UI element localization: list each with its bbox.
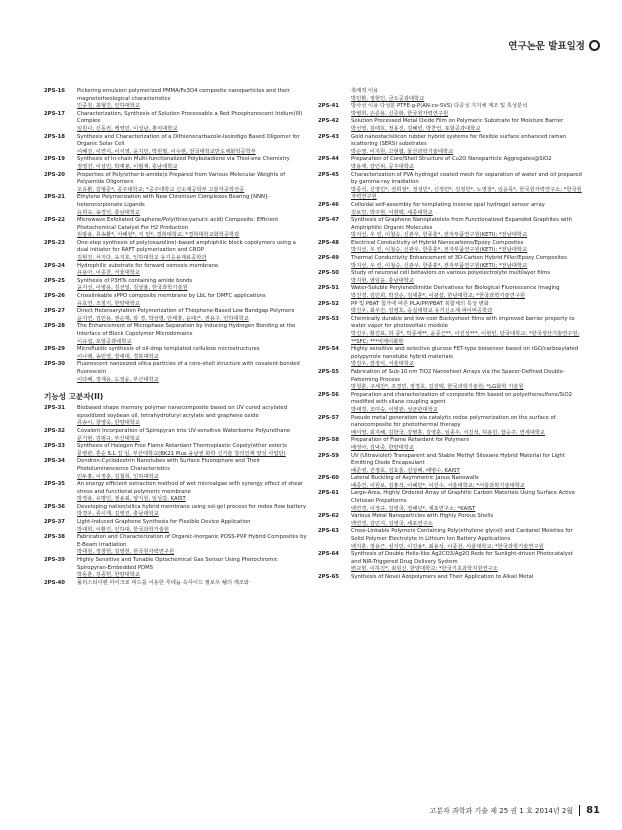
entry-body	[77, 263, 309, 278]
entry-body	[77, 111, 309, 134]
entry-authors: 유효연, 조창기, 한양대학교	[77, 300, 141, 307]
entry-code: 2PS-60	[318, 475, 339, 482]
program-entry	[318, 118, 583, 133]
entry-code: 2PS-33	[44, 443, 65, 450]
entry-title: Pseudo metal generation via catalytic redox polymerization on the surface of nanocomposite for photothermal therapy	[351, 414, 556, 429]
program-entry	[44, 308, 309, 323]
entry-authors: 민두홍, 이정훈, 김철희, 인하대학교	[77, 473, 159, 480]
entry-title: Study of neuronal cell behaviors on various polyelectrolyte multilayer films	[351, 270, 550, 277]
entry-title: Developing nation/silica hybrid membrane using sol-gel process for redox flow battery	[77, 503, 307, 510]
entry-body	[77, 217, 309, 240]
program-entry	[318, 392, 583, 415]
entry-body	[77, 481, 309, 504]
program-entry	[44, 428, 309, 443]
right-column	[318, 88, 583, 582]
entry-title: 방사선 이용 다성분 PTFE-g-P(AN-co-SVS) 다공성 지지체 제조 및 특성분석	[351, 103, 528, 110]
entry-title: Chemically durable and low-cost Buckysheet films with improved barrier property to water vapor for photovoltaic module	[351, 315, 575, 330]
entry-code: 2PS-44	[318, 156, 339, 163]
entry-code: 2PS-16	[44, 88, 65, 94]
program-entry	[318, 346, 583, 369]
entry-title: Characterization, Synthesis of Solution Processable a Red Phosphorescent Iridium(III) Complex	[77, 110, 303, 125]
program-entry	[318, 285, 583, 300]
entry-body	[351, 301, 583, 316]
entry-body	[77, 557, 309, 580]
section-title: 기능성 고분자(II)	[44, 392, 104, 402]
entry-authors: 박진경, 김민희, 박진순, 김세훈*, 이광섭, 한남대학교; *한국과학기술연구원	[351, 293, 525, 300]
entry-title: Electrical Conductivity of Hybrid Nanocarbons/Epoxy Composites	[351, 239, 524, 246]
entry-code: 2PS-28	[44, 323, 65, 330]
entry-authors: 박지선, 우 린, 이철승, 신관우, 한종훈*, 전자부품연구원(KETI); *전남대학교	[351, 232, 528, 239]
entry-code: 2PS-27	[44, 308, 65, 315]
entry-code: 2PS-23	[44, 239, 65, 246]
entry-title: Thermal Conductivity Enhancement of 3D-Carbon Hybrid Filler/Epoxy Composites	[351, 255, 568, 262]
entry-authors: 박지선, 우 린, 이철승, 신관우, 한종훈*, 전자부품연구원(KETI); *전남대학교	[351, 247, 528, 254]
left-column	[44, 88, 309, 587]
program-entry	[44, 263, 309, 278]
entry-authors: 문기현, 김범규, 부산대학교	[77, 435, 141, 442]
entry-body	[351, 156, 583, 171]
entry-authors: 박병희, 손준용, 신준화, 한국원자력연구원	[351, 110, 449, 117]
program-entry	[318, 415, 583, 438]
entry-authors: 박진우, 황진표, 허 중*, 박종세**, 윤종근**, 이진성***, 이현빈, 단국대학교; *한국생산기술연구원; **SFC; ***비케이화학	[351, 331, 580, 345]
entry-authors: 박지현, 염임윤, 충남대학교	[351, 277, 415, 284]
entry-authors: 백연경, 김민지, 김영국, 세포연구소	[351, 520, 433, 527]
entry-code: 2PS-42	[318, 118, 339, 125]
entry-title: Synthesis of Halogen Free Flame Retardant Thermoplastic Copoly(ether ester)s	[77, 443, 287, 450]
program-entry	[318, 437, 583, 452]
entry-body	[351, 574, 583, 582]
entry-authors: 원광용, 류송환*, 서혜원*, 지 민*, 경희대학교; *경희대학교화학공학과	[77, 232, 240, 239]
entry-body	[351, 316, 583, 346]
entry-code: 2PS-65	[318, 574, 339, 580]
entry-authors: 임원나, 신동권, 백영민, 이성남, 홍익대학교	[77, 125, 178, 132]
program-entry	[44, 361, 309, 384]
entry-title: Hydrophilic substrate for forward osmosis membrane	[77, 262, 219, 269]
entry-body	[77, 428, 309, 443]
entry-authors: 류송이, 창영욱, 한양대학교	[77, 420, 141, 427]
entry-title: An energy efficient extraction method of wet microalgae with synergy effect of shear stress and functional polymeric membrane	[77, 481, 304, 495]
entry-code: 2PS-58	[318, 437, 339, 444]
entry-body	[351, 118, 583, 133]
program-entry	[318, 528, 583, 551]
entry-authors: 박태경, 조미숙, 이영관, 성균관대학교	[351, 406, 438, 413]
entry-body	[77, 405, 309, 428]
entry-code: 2PS-47	[318, 217, 339, 224]
entry-code: 2PS-20	[44, 171, 65, 178]
entry-code: 2PS-37	[44, 519, 65, 526]
entry-code: 2PS-48	[318, 239, 339, 246]
entry-code: 2PS-41	[318, 103, 339, 110]
program-entry	[318, 551, 583, 574]
program-entry	[44, 194, 309, 217]
entry-body	[77, 172, 309, 195]
entry-code: 2PS-29	[44, 346, 65, 353]
entry-body	[77, 346, 309, 361]
footer-divider	[579, 805, 580, 816]
entry-authors: 배정아, 김낙중, 한양대학교	[351, 444, 415, 451]
entry-code: 2PS-25	[44, 277, 65, 284]
entry-authors: 윤지선, 이병용, 김선일, 김상율, 한국과학기술원	[77, 285, 188, 292]
program-entry	[318, 574, 583, 582]
entry-title: Preparation of Core/Shell Structure of Cu2O Nanoparticle Aggregates@SiO2	[351, 156, 552, 163]
program-entry	[318, 255, 583, 270]
entry-body	[351, 103, 583, 118]
entry-body	[77, 323, 309, 346]
program-entry	[318, 369, 583, 392]
program-entry	[318, 513, 583, 528]
entry-title: Preparation of Flame Retardant for Polymers	[351, 437, 469, 444]
entry-code: 2PS-40	[44, 579, 65, 586]
entry-title: Fabrication and Characterization of Organic-Inorganic POSS-PVP Hybrid Composites by E-Beam Irradiation	[77, 534, 307, 548]
entry-code: 2PS-35	[44, 481, 65, 488]
entry-body	[77, 580, 309, 588]
entry-authors: 정영진, 이상민, 박재봉, 이범재, 충남대학교	[77, 163, 178, 170]
left-entry-list-b	[44, 405, 309, 587]
entry-body	[351, 270, 583, 285]
entry-body	[351, 392, 583, 415]
entry-authors: 문병관, 혼순 S.L 김 임, 부산대학교(BK21 Plus 융남권 화학 신기술 창의인재 양성 사업단)	[77, 450, 286, 457]
entry-authors: 박용재, 강인위, 공주대학교	[351, 163, 415, 170]
entry-body	[77, 156, 309, 171]
entry-authors: 오유환, 김형준*, 공주대학교; *공주대학교 신소재공학부 고분자공학전공	[77, 186, 245, 193]
entry-title: Microfluidic synthesis of oil-drop templated cellulose microstructures	[77, 346, 260, 353]
entry-body	[351, 172, 583, 202]
entry-authors: 배준영, 진정호, 김효울, 김상배, 배병수, KAIST	[351, 467, 460, 474]
entry-authors: 박민환, 정현민, 금오공과대학교	[351, 95, 425, 102]
entry-body	[351, 134, 583, 157]
entry-authors: 박동훈, 김종헌, 한양대학교	[77, 572, 141, 579]
program-entry	[318, 490, 583, 513]
entry-code: 2PS-21	[44, 194, 65, 201]
entry-code: 2PS-32	[44, 427, 65, 434]
entry-body	[77, 240, 309, 263]
entry-title: Light-Induced Graphene Synthesis for Flexible Device Application	[77, 519, 251, 526]
entry-body	[351, 490, 583, 513]
program-entry	[44, 278, 309, 293]
program-entry	[318, 475, 583, 490]
circle-marker-icon	[589, 40, 600, 51]
program-entry	[318, 88, 583, 103]
entry-title: Synthesis of Double Helix-like Ag2CO3/Ag2O Rods for Sunlight-driven Photocatalyst and NIR-Triggered Drug Delivery System	[351, 551, 573, 565]
program-entry	[44, 458, 309, 481]
entry-code: 2PS-49	[318, 255, 339, 262]
entry-title: Colloidal self-assembly for templating inverse opal hydrogel sensor array	[351, 201, 545, 208]
entry-code: 2PS-43	[318, 133, 339, 140]
program-entry	[44, 557, 309, 580]
entry-body	[351, 255, 583, 270]
entry-title: Highly sensitive and selective glucose FET-type biosensor based on rGO/carboxylated polypyrrole nanotube hybrid materials	[351, 346, 579, 360]
entry-title: Lateral Buckling of Asymmetric Janus Nanowalls	[351, 475, 479, 482]
left-entry-list-a	[44, 88, 309, 384]
entry-authors: 박대원, 정창헌, 김영헌, 한국원자력연구원	[77, 549, 175, 556]
entry-authors: 박선영, 김태호, 정용진, 김혜빈, 박찬언, 포항공과대학교	[351, 125, 481, 132]
entry-title: Large-Area, Highly Ordered Array of Graphitic Carbon Materials Using Surface Active Chitosan Prepatterns	[351, 490, 576, 505]
entry-code: 2PS-59	[318, 452, 339, 459]
entry-title: Ethylene Polymerization with New Chromium Complexes Bearing [NNN]-heterocorpionate Ligands	[77, 194, 269, 208]
entry-title: PP 및 PBAT 첨가에 따른 PLA/PP/PBAT 복합체의 특성 변화	[351, 300, 489, 307]
program-entry	[44, 346, 309, 361]
entry-authors: 백연경, 이정규, 김영국, 정해년*, 세포연구소; *KAIST	[351, 505, 476, 512]
entry-body	[77, 278, 309, 293]
entry-body	[351, 453, 583, 476]
entry-authors: 윤지연, 김민용, 권순제, 곽 경, 박선명, 안태흥, 윤태근, 권용구, 인하대학교	[77, 315, 249, 322]
entry-title: Direct Heteroarylation Polymerization of Thiophene-Based Low Bandgap Polymers	[77, 308, 295, 315]
entry-body	[351, 202, 583, 217]
entry-code: 2PS-17	[44, 110, 65, 117]
entry-authors: 박순영, 이지원, 고현협, 울산과학기술대학교	[351, 148, 454, 155]
entry-code: 2PS-18	[44, 133, 65, 140]
entry-body	[77, 361, 309, 384]
entry-title: Microwave Exfoliated Graphene/Poly(thiocyanuric acid) Composite: Efficient Photochemical Catalyst For H2 Production	[77, 217, 279, 231]
entry-authors: 박대희, 이환진, 인하대, 한국과학기술원	[77, 526, 169, 533]
entry-code: 2PS-52	[318, 300, 339, 307]
entry-title: Preparation and characterization of composite film based on polyethersulfone/SiO2 modified with silane coupling agent	[351, 391, 572, 406]
entry-title: Cross-Linkable Polymers Containing Poly(ethylene glycol) and Cardanol Moieties for Solid Polymer Electrolyte in Lithium Ion Battery Applications	[351, 528, 573, 543]
entry-code: 2PS-31	[44, 405, 65, 412]
program-entry	[44, 323, 309, 346]
program-entry	[44, 240, 309, 263]
entry-code: 2PS-30	[44, 361, 65, 368]
entry-title: Pickering emulsion polymerized PMMA/Fe3O4 composite nanoparticles and their magnetorheological characteristics	[77, 88, 290, 102]
page-footer	[430, 805, 600, 816]
entry-authors: 이규섭, 포항공과대학교	[77, 338, 132, 345]
program-entry	[318, 270, 583, 285]
entry-title: Water-Soluble Perylenediimide Derivatives for Biological Fluorescence Imaging	[351, 285, 560, 292]
entry-code: 2PS-36	[44, 503, 65, 510]
entry-authors: 이다혜, 정재용, 도정윤, 부산대학교	[77, 376, 159, 383]
entry-code: 2PS-57	[318, 414, 339, 421]
program-entry	[318, 134, 583, 157]
entry-body	[351, 513, 583, 528]
entry-authors: 유희숙, 송경선, 충남대학교	[77, 209, 141, 216]
program-entry	[318, 316, 583, 346]
entry-title: Synthesis and Characterization of a Dithienocarbazole-Isoindigo Based Oligomer for Organic Solar Cell	[77, 133, 300, 148]
entry-title: Highly Sensitive and Tunable Optochemical Gas Sensor Using Photochromic Spiropyran-Embedded PDMS	[77, 557, 278, 571]
entry-body	[351, 551, 583, 574]
entry-body	[351, 285, 583, 300]
entry-authors: 박경용, 유명인, 권용최, 양지원, 임성갑, KAIST	[77, 496, 186, 503]
program-entry	[44, 156, 309, 171]
entry-authors: 박진우, 최우진, 김영호, 숭실대학교 유기신소재·파이버공학과	[351, 308, 493, 315]
program-entry	[44, 111, 309, 134]
program-entry	[44, 519, 309, 534]
entry-title: One-step synthesis of poly(oxazoline)-based amphiphilic block copolymers using a dual initiator for RAFT polymerization and CROP	[77, 239, 296, 254]
entry-title: The Enhancement of Microphase Separation by Inducing Hydrogen Bonding at the Interface of Block Copolymer Microdomains	[77, 323, 296, 337]
program-entry	[318, 453, 583, 476]
entry-body	[77, 134, 309, 157]
entry-body	[351, 475, 583, 490]
entry-title: Various Metal Nanoparticles with Highly Porous Shells	[351, 513, 494, 520]
entry-body	[77, 293, 309, 308]
program-entry	[318, 240, 583, 255]
entry-body	[351, 240, 583, 255]
entry-code: 2PS-64	[318, 551, 339, 558]
entry-title: Properties of Poly(ether-b-amide)s Prepared from Various Molecular Weights of Polyamide Oligomers	[77, 171, 286, 186]
entry-code: 2PS-62	[318, 513, 339, 520]
page-number: 81	[586, 805, 600, 816]
right-entry-list	[318, 88, 583, 582]
program-entry	[318, 301, 583, 316]
program-entry	[44, 504, 309, 519]
entry-authors: 김현진, 서지다, 육지호, 인하대학교 유기응용재료공학과	[77, 255, 207, 262]
entry-code: 2PS-53	[318, 315, 339, 322]
entry-code: 2PS-56	[318, 391, 339, 398]
entry-body	[351, 528, 583, 551]
entry-authors: 변교현, 이하진*, 최원신, 한양대학교; *한국기초과학지원연구소	[351, 566, 498, 573]
entry-authors: 박지선, 우 린, 이철승, 신관우, 한종훈*, 전자부품연구원(KETI); *전남대학교	[351, 262, 528, 269]
entry-authors: 배종건, 이원보, 김홍석, 이혜민*, 이진수, 서울대학교; *서울과학기술대학교	[351, 482, 525, 489]
entry-title: Fluorescent nanosized silica particles of a core-shell structure with covalent-bonded fluorescein	[77, 361, 300, 375]
program-entry	[318, 172, 583, 202]
entry-code: 2PS-38	[44, 534, 65, 541]
program-entry	[44, 172, 309, 195]
entry-body	[77, 534, 309, 557]
entry-title: Crosslinkable sPPO composite membrane by LbL for DMFC applications	[77, 293, 266, 300]
entry-body	[351, 369, 583, 392]
program-entry	[44, 217, 309, 240]
footer-journal: 고분자 과학과 기술 제 25 권 1 호 2014년 2월	[429, 806, 574, 815]
entry-title: Dendron-Cyclodextrin Nanotubes with Surface Fluorophore and Their Photoluminescence Characteristics	[77, 458, 261, 472]
entry-code: 2PS-54	[318, 346, 339, 353]
entry-title: Solution Processed Metal Oxide Film on Polymeric Substrate for Moisture Barrier	[351, 118, 564, 125]
entry-authors: 김보민, 박주현, 이현택, 세종대학교	[351, 209, 433, 216]
program-entry	[318, 156, 583, 171]
entry-code: 2PS-55	[318, 368, 339, 375]
entry-title: UV (Ultraviolet) Transparent and Stable Methyl Siloxane Hybrid Material for Light Emitting Diode Encapsulant	[351, 452, 565, 467]
entry-title: Synthesis of Graphene Nanoplatelets from Functionalized Expanded Graphites with Amphiphilic Organic Molecules	[351, 217, 572, 231]
program-entry	[44, 534, 309, 557]
entry-authors: 박종석, 신영민*, 권희정*, 정성민*, 신정민*, 김정민*, 노영창*, 임윤묵*, 한국원자력연구소; *한국원자력연구원	[351, 186, 582, 201]
program-entry	[44, 88, 309, 111]
entry-title: Synthesis of In-chain Multi-functionalized Polybutadiene via Thiol-ene Chemistry	[77, 156, 290, 163]
entry-code: 2PS-51	[318, 285, 339, 292]
entry-authors: 박청훈, 구세진*, 조경민, 정경호, 김진택, 한국과학기술원; *LG화학 기술원	[351, 384, 524, 391]
program-entry	[44, 481, 309, 504]
entry-body	[77, 194, 309, 217]
entry-authors: 이나래, 송민영, 장세대, 경북대학교	[77, 353, 159, 360]
entry-title: Fabrication of Sub-10 nm TiO2 Nanosheet Arrays via the Spacer-Defined Double-Patterning Process	[351, 368, 565, 383]
entry-code: 2PS-39	[44, 557, 65, 564]
entry-title: Covalent Incorporation of Spiropyran into UV-sensitive Waterborne Polyurethane	[77, 427, 291, 434]
entry-code: 2PS-61	[318, 490, 339, 497]
entry-title: Gold nanostar/silicon rubber hybrid systems for flexible surface enhanced raman scattering (SERS) substrates	[351, 133, 567, 148]
entry-code: 2PS-34	[44, 458, 65, 465]
entry-body	[77, 443, 309, 458]
entry-code: 2PS-22	[44, 217, 65, 224]
entry-authors: 백지훈, 정용근, 심지민, 이진용*, 최용석, 이종찬, 서울대학교; *한국과학기술연구원	[351, 543, 544, 550]
program-entry	[318, 103, 583, 118]
entry-code: 2PS-50	[318, 270, 339, 277]
program-entry	[44, 293, 309, 308]
entry-authors: 박진우, 장정식, 서울대학교	[351, 361, 415, 368]
entry-authors: 배서영, 최지혜, 김한국, 강병훈, 김영훈, 임종우, 서진석, 허용민, 함승주, 연세대학교	[351, 429, 546, 436]
entry-title: Synthesis of Novel Azopolymers and Their Application to Alkali Metal	[351, 574, 534, 580]
header-title: 연구논문 발표일정	[508, 41, 585, 52]
program-entry	[318, 202, 583, 217]
entry-code: 2PS-46	[318, 201, 339, 208]
entry-body	[77, 88, 309, 111]
program-entry	[318, 217, 583, 240]
program-entry	[44, 134, 309, 157]
entry-body	[77, 504, 309, 519]
entry-code	[318, 88, 351, 103]
entry-body	[351, 217, 583, 240]
entry-body	[351, 346, 583, 369]
entry-title: Characterization of PVA hydrogel coated mesh for separation of water and oil prepared by gamma-ray irradiation	[351, 171, 582, 186]
entry-authors: 유용아, 이종찬, 서울대학교	[77, 270, 141, 277]
entry-title: Synthesis of P3HTs containing amide bonds	[77, 277, 193, 284]
entry-body	[351, 88, 583, 103]
entry-code: 2PS-26	[44, 293, 65, 300]
entry-authors: 민중원, 최형진, 인하대학교	[77, 103, 141, 110]
entry-title: 폴리스티이렌 마이크로 비드를 이용한 루테늄 옥사이드 필로우 쉘의 제조와	[77, 579, 250, 586]
entry-body	[351, 437, 583, 452]
entry-body	[77, 458, 309, 481]
entry-body	[351, 415, 583, 438]
program-entry	[44, 405, 309, 428]
entry-title: Biobased shape memory polymer nanocomposite based on UV cured acrylated epoxidized soybean oil, tetrahydrofuryl acrylate and graphene oxide	[77, 405, 288, 419]
entry-authors: 여혜진, 이연식, 이지영, 윤지민, 박원필, 이수현, 전국대학교반도체화학공학부	[77, 148, 256, 155]
entry-code: 2PS-45	[318, 171, 339, 178]
entry-body	[77, 519, 309, 534]
entry-code: 2PS-19	[44, 156, 65, 163]
page-header	[508, 38, 600, 52]
entry-code: 2PS-24	[44, 262, 65, 269]
program-entry	[44, 580, 309, 588]
entry-authors: 박경우, 류시재, 김영진, 충남대학교	[77, 511, 159, 518]
entry-title: 촉매적 이용	[351, 88, 379, 94]
entry-code: 2PS-63	[318, 528, 339, 535]
program-entry	[44, 443, 309, 458]
entry-body	[77, 308, 309, 323]
